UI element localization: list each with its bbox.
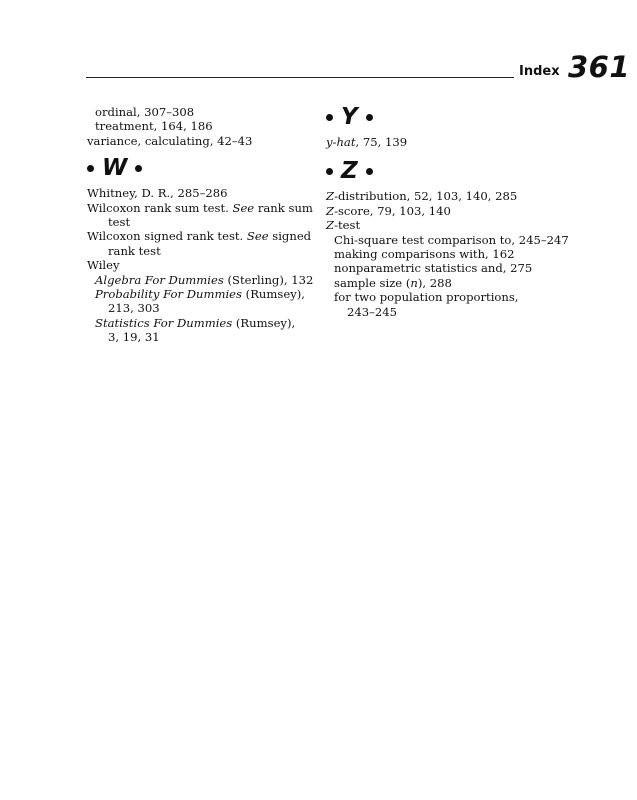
index-subentry: for two population proportions, [334,290,519,305]
section-heading-y [326,103,566,131]
bullet-icon [326,114,333,121]
index-subentry: Algebra For Dummies (Sterling), 132 [95,272,314,287]
section-letter: Y [341,104,358,130]
index-column-left [87,105,312,345]
index-subentry: Chi-square test comparison to, 245–247 [334,232,569,247]
index-entry: treatment, 164, 186 [95,119,213,134]
index-column-right [326,104,569,319]
index-entry: y-hat, 75, 139 [326,135,408,149]
index-subentry: Probability For Dummies (Rumsey), [95,287,305,302]
index-entry-continuation: test [108,215,131,230]
index-subentry: sample size (n), 288 [334,275,452,290]
bullet-icon [366,114,373,121]
index-entry: Z-score, 79, 103, 140 [326,203,451,218]
index-entry-continuation: 3, 19, 31 [108,330,160,345]
index-subentry: making comparisons with, 162 [334,247,515,262]
header-rule [86,77,514,78]
index-entry-continuation: rank test [108,243,161,258]
index-entry-continuation: 243–245 [347,304,398,319]
index-entry: ordinal, 307–308 [95,105,195,119]
index-entry: Wilcoxon rank sum test. See rank sum [87,200,313,215]
section-letter: Z [341,158,358,185]
index-entry: Wiley [87,258,120,273]
index-entry: Z-test [326,218,361,233]
bullet-icon [366,168,373,175]
section-heading-z [326,157,566,185]
page-number: 361 [568,50,631,84]
index-subentry: Statistics For Dummies (Rumsey), [95,315,296,330]
index-entry: variance, calculating, 42–43 [87,133,253,148]
index-subentry: nonparametric statistics and, 275 [334,261,533,276]
index-entry: Whitney, D. R., 285–286 [87,186,228,201]
index-entry: Z-distribution, 52, 103, 140, 285 [326,189,518,204]
index-entry-continuation: 213, 303 [108,301,160,316]
section-letter: W [102,155,128,182]
bullet-icon [87,165,94,172]
index-entry: Wilcoxon signed rank test. See signed [87,229,312,244]
running-head-label: Index [519,64,560,79]
section-heading-w [87,154,312,182]
bullet-icon [326,168,333,175]
bullet-icon [135,165,142,172]
